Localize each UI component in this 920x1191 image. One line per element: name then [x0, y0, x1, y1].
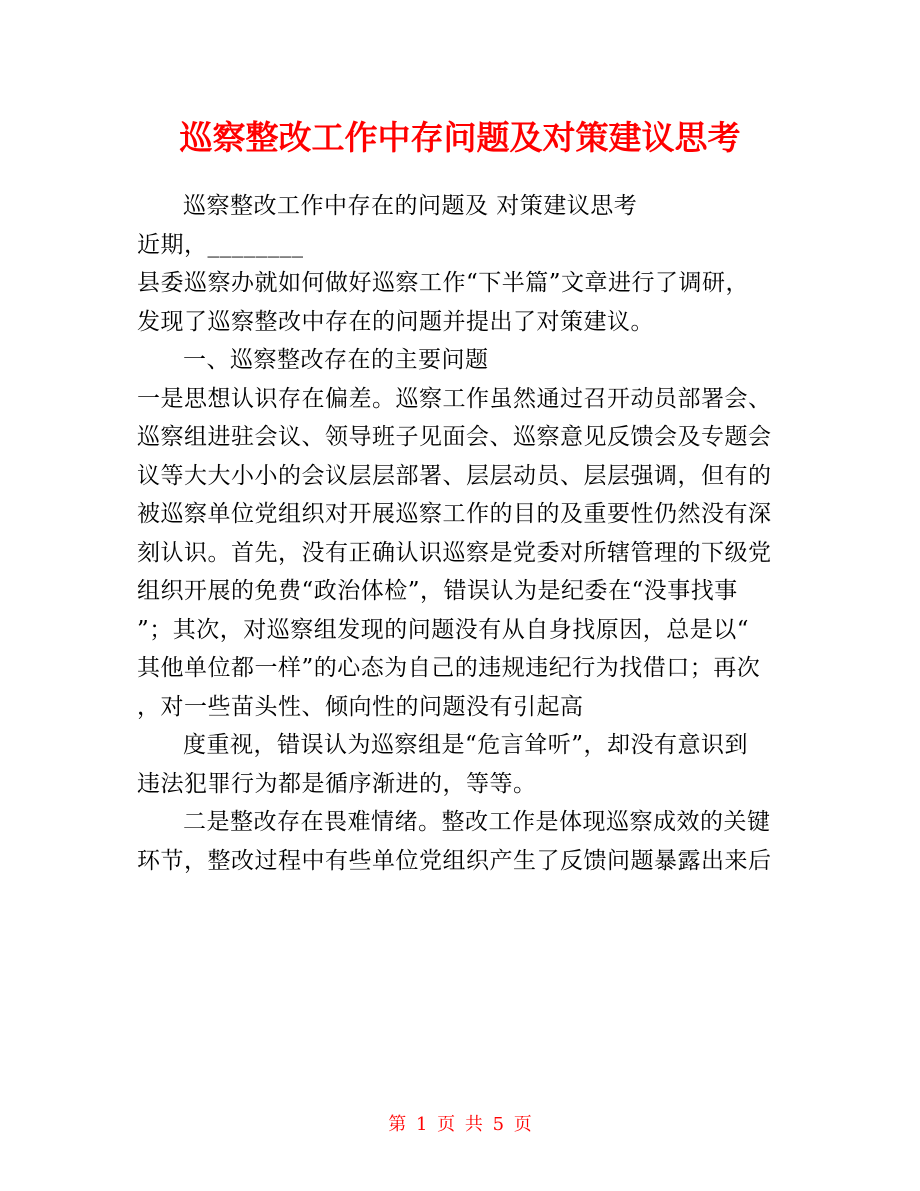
document-title: 巡察整改工作中存问题及对策建议思考: [179, 118, 741, 157]
text-line: 环节，整改过程中有些单位党组织产生了反馈问题暴露出来后: [137, 847, 772, 874]
subtitle-line: 巡察整改工作中存在的问题及 对策建议思考: [183, 193, 638, 219]
text-line: 度重视，错误认为巡察组是“危言耸听”，却没有意识到: [183, 732, 749, 758]
text-line: 其他单位都一样”的心态为自己的违规违纪行为找借口；再次: [137, 655, 761, 681]
text-line: 近期，________: [137, 231, 304, 258]
text-line: 议等大大小小的会议层层部署、层层动员、层层强调，但有的: [137, 462, 772, 489]
text-line: 被巡察单位党组织对开展巡察工作的目的及重要性仍然没有深: [137, 501, 772, 527]
page-footer: 第 1 页 共 5 页: [388, 1114, 532, 1135]
text-line: 一是思想认识存在偏差。巡察工作虽然通过召开动员部署会、: [137, 385, 772, 412]
text-line: 县委巡察办就如何做好巡察工作“下半篇”文章进行了调研，: [137, 270, 750, 296]
text-line: 发现了巡察整改中存在的问题并提出了对策建议。: [137, 308, 654, 335]
document-body: [137, 187, 787, 880]
text-line: 组织开展的免费“政治体检”，错误认为是纪委在“没事找事: [137, 578, 738, 604]
text-line: 巡察组进驻会议、领导班子见面会、巡察意见反馈会及专题会: [137, 424, 772, 450]
text-line: ，对一些苗头性、倾向性的问题没有引起高: [137, 693, 584, 720]
text-line: 二是整改存在畏难情绪。整改工作是体现巡察成效的关键: [183, 809, 771, 835]
text-line: ”；其次，对巡察组发现的问题没有从自身找原因，总是以“: [137, 616, 750, 643]
section-heading: 一、巡察整改存在的主要问题: [183, 347, 489, 373]
text-line: 违法犯罪行为都是循序渐进的，等等。: [137, 770, 537, 797]
text-line: 刻认识。首先，没有正确认识巡察是党委对所辖管理的下级党: [137, 539, 772, 566]
